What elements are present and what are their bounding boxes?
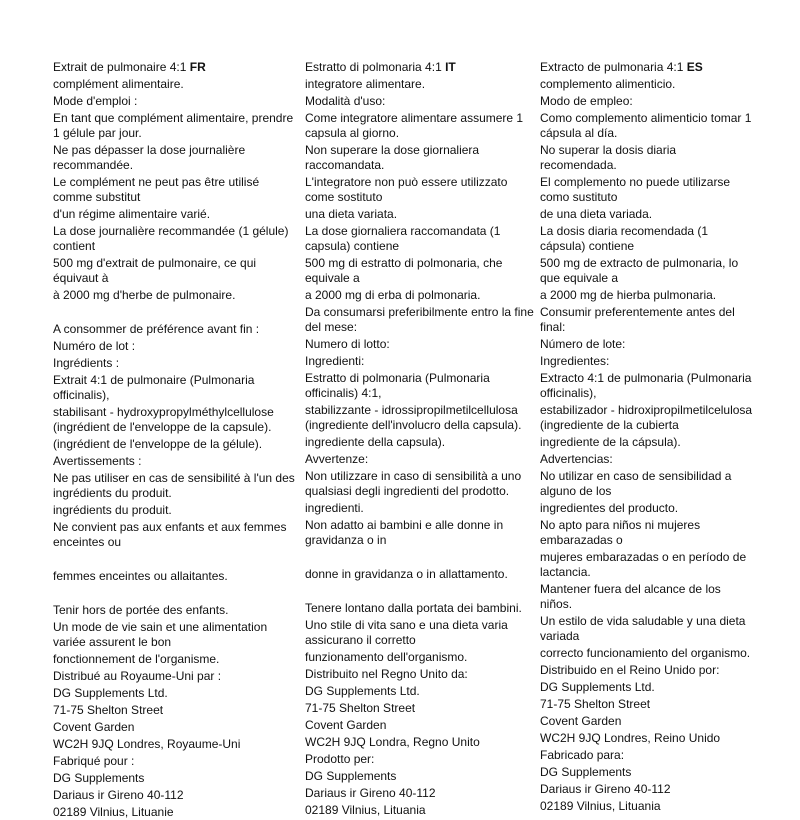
text-line (305, 548, 535, 565)
text-line: 71-75 Shelton Street (540, 697, 651, 711)
text-line: una dieta variata. (305, 207, 398, 221)
text-line: ingrédients du produit. (53, 503, 172, 517)
text-line: mujeres embarazadas o en período de lactancia. (540, 550, 747, 579)
text-line: Distribué au Royaume-Uni par : (53, 669, 222, 683)
text-line: ingredienti. (305, 501, 364, 515)
text-line: donne in gravidanza o in allattamento. (305, 567, 508, 581)
text-line: ingrediente de la cápsula). (540, 435, 681, 449)
text-line: Numero di lotto: (305, 337, 390, 351)
text-line: Numéro de lot : (53, 339, 136, 353)
language-code: FR (189, 60, 206, 74)
text-line: Come integratore alimentare assumere 1 capsula al giorno. (305, 111, 524, 140)
text-line: La dose giornaliera raccomandata (1 capsula) contiene (305, 224, 501, 253)
text-line: Dariaus ir Gireno 40-112 (305, 786, 436, 800)
text-line: 02189 Vilnius, Lituania (540, 799, 661, 813)
text-line (53, 303, 301, 320)
text-line: Le complément ne peut pas être utilisé comme substitut (53, 175, 260, 204)
text-line: Consumir preferentemente antes del final: (540, 305, 735, 334)
text-line: complément alimentaire. (53, 77, 184, 91)
text-line: No superar la dosis diaria recomendada. (540, 143, 677, 172)
text-line: Avertissements : (53, 454, 142, 468)
text-line: stabilizzante - idrossipropilmetilcellulosa (ingrediente dell'involucro della capsula). (305, 403, 522, 432)
text-line: Non utilizzare in caso di sensibilità a uno qualsiasi degli ingredienti del prodotto. (305, 469, 522, 498)
column-spanish (540, 60, 755, 814)
language-code: ES (686, 60, 703, 74)
text-line: Covent Garden (305, 718, 387, 732)
title-spanish (540, 60, 755, 75)
text-line: DG Supplements Ltd. (540, 680, 655, 694)
text-line: Tenere lontano dalla portata dei bambini. (305, 601, 522, 615)
text-line: Non adatto ai bambini e alle donne in gravidanza o in (305, 518, 504, 547)
text-line: Un mode de vie sain et une alimentation variée assurent le bon (53, 620, 268, 649)
text-line: (ingrédient de l'enveloppe de la gélule). (53, 437, 263, 451)
text-line: No utilizar en caso de sensibilidad a alguno de los (540, 469, 732, 498)
text-line: 71-75 Shelton Street (53, 703, 164, 717)
text-line: à 2000 mg d'herbe de pulmonaire. (53, 288, 236, 302)
text-line: DG Supplements (53, 771, 145, 785)
title-text: Estratto di polmonaria 4:1 (305, 60, 442, 74)
text-line: Tenir hors de portée des enfants. (53, 603, 229, 617)
text-line: Dariaus ir Gireno 40-112 (53, 788, 184, 802)
text-block-spanish (540, 75, 755, 814)
text-line: Mode d'emploi : (53, 94, 138, 108)
text-line: Ne convient pas aux enfants et aux femmes enceintes ou (53, 520, 287, 549)
text-line: Ne pas dépasser la dose journalière recommandée. (53, 143, 246, 172)
text-line: WC2H 9JQ Londres, Royaume-Uni (53, 737, 241, 751)
text-line: Fabricado para: (540, 748, 625, 762)
text-line: DG Supplements Ltd. (305, 684, 420, 698)
text-line: Uno stile di vita sano e una dieta varia assicurano il corretto (305, 618, 508, 647)
text-line: Como complemento alimenticio tomar 1 cápsula al día. (540, 111, 752, 140)
text-line: fonctionnement de l'organisme. (53, 652, 220, 666)
text-line: DG Supplements (540, 765, 632, 779)
text-line: Número de lote: (540, 337, 626, 351)
text-line: complemento alimenticio. (540, 77, 676, 91)
text-line: stabilisant - hydroxypropylméthylcellulose (ingrédient de l'enveloppe de la capsule). (53, 405, 274, 434)
text-line: El complemento no puede utilizarse como sustituto (540, 175, 731, 204)
text-line (305, 582, 535, 599)
text-line: Ingrédients : (53, 356, 120, 370)
text-line: 71-75 Shelton Street (305, 701, 416, 715)
text-line: Fabriqué pour : (53, 754, 135, 768)
text-line: Mantener fuera del alcance de los niños. (540, 582, 721, 611)
text-line: a 2000 mg de hierba pulmonaria. (540, 288, 717, 302)
text-line: 500 mg di estratto di polmonaria, che equivale a (305, 256, 503, 285)
text-line: Extrait 4:1 de pulmonaire (Pulmonaria officinalis), (53, 373, 255, 402)
text-line: d'un régime alimentaire varié. (53, 207, 211, 221)
title-text: Extracto de pulmonaria 4:1 (540, 60, 684, 74)
column-french (53, 60, 301, 820)
text-line (53, 584, 301, 601)
text-line: 02189 Vilnius, Lituania (305, 803, 426, 817)
text-line: Un estilo de vida saludable y una dieta variada (540, 614, 746, 643)
text-line: Ne pas utiliser en cas de sensibilité à l'un des ingrédients du produit. (53, 471, 295, 500)
text-line: de una dieta variada. (540, 207, 653, 221)
text-line: ingredientes del producto. (540, 501, 679, 515)
text-line: WC2H 9JQ Londra, Regno Unito (305, 735, 480, 749)
text-line: femmes enceintes ou allaitantes. (53, 569, 228, 583)
text-line: funzionamento dell'organismo. (305, 650, 468, 664)
text-line: estabilizador - hidroxipropilmetilcelulosa (ingrediente de la cubierta (540, 403, 753, 432)
text-line: Covent Garden (53, 720, 135, 734)
text-line: Distribuido en el Reino Unido por: (540, 663, 720, 677)
text-line: Modo de empleo: (540, 94, 633, 108)
text-line: Avvertenze: (305, 452, 369, 466)
text-line: WC2H 9JQ Londres, Reino Unido (540, 731, 721, 745)
text-line: Advertencias: (540, 452, 613, 466)
text-line: correcto funcionamiento del organismo. (540, 646, 751, 660)
text-line: DG Supplements Ltd. (53, 686, 168, 700)
text-line: A consommer de préférence avant fin : (53, 322, 260, 336)
text-line (53, 550, 301, 567)
text-line: ingrediente della capsula). (305, 435, 446, 449)
text-line: Prodotto per: (305, 752, 375, 766)
text-line: Non superare la dose giornaliera raccomandata. (305, 143, 480, 172)
text-line: La dosis diaria recomendada (1 cápsula) contiene (540, 224, 709, 253)
text-block-italian (305, 75, 535, 818)
text-line: En tant que complément alimentaire, prendre 1 gélule par jour. (53, 111, 294, 140)
text-line: La dose journalière recommandée (1 gélule) contient (53, 224, 289, 253)
text-line: Ingredientes: (540, 354, 610, 368)
text-line: Distribuito nel Regno Unito da: (305, 667, 468, 681)
text-line: Da consumarsi preferibilmente entro la fine del mese: (305, 305, 534, 334)
column-italian (305, 60, 535, 818)
text-line: Ingredienti: (305, 354, 365, 368)
text-line: L'integratore non può essere utilizzato come sostituto (305, 175, 508, 204)
text-line: Covent Garden (540, 714, 622, 728)
text-line: 500 mg de extracto de pulmonaria, lo que equivale a (540, 256, 739, 285)
text-line: 500 mg d'extrait de pulmonaire, ce qui équivaut à (53, 256, 257, 285)
text-line: Modalità d'uso: (305, 94, 386, 108)
text-line: Dariaus ir Gireno 40-112 (540, 782, 671, 796)
text-block-french (53, 75, 301, 820)
text-line: Estratto di polmonaria (Pulmonaria officinalis) 4:1, (305, 371, 490, 400)
text-line: integratore alimentare. (305, 77, 426, 91)
text-line: Extracto 4:1 de pulmonaria (Pulmonaria officinalis), (540, 371, 752, 400)
title-italian (305, 60, 535, 75)
text-line: a 2000 mg di erba di polmonaria. (305, 288, 481, 302)
text-line: 02189 Vilnius, Lituanie (53, 805, 174, 819)
title-french (53, 60, 301, 75)
text-line: DG Supplements (305, 769, 397, 783)
text-line: No apto para niños ni mujeres embarazadas o (540, 518, 701, 547)
language-code: IT (445, 60, 456, 74)
title-text: Extrait de pulmonaire 4:1 (53, 60, 187, 74)
